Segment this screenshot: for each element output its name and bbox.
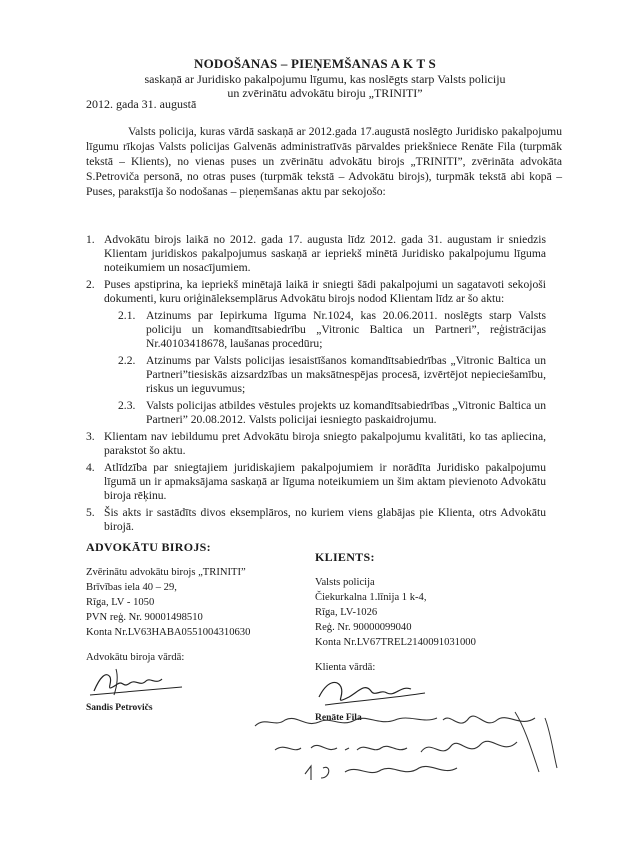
list-item bbox=[86, 430, 546, 458]
list-item bbox=[86, 506, 546, 534]
client-reg-number: Reģ. Nr. 90000099040 bbox=[315, 622, 412, 633]
lawyer-signature-block bbox=[86, 540, 306, 716]
client-account-number: Konta Nr.LV67TREL2140091031000 bbox=[315, 637, 476, 648]
item-text: Šis akts ir sastādīts divos eksemplāros, no kuriem viens glabājas pie Klienta, otrs Advokātu birojā. bbox=[104, 506, 546, 533]
act-items-list bbox=[86, 233, 546, 537]
lawyer-signature-label: Advokātu biroja vārdā: bbox=[86, 652, 185, 663]
list-item bbox=[86, 233, 546, 275]
client-signature-block bbox=[315, 550, 555, 726]
client-signature-label: Klienta vārdā: bbox=[315, 662, 376, 673]
document-title: NODOŠANAS – PIEŅEMŠANAS A K T S bbox=[194, 56, 436, 71]
sublist-item bbox=[104, 354, 546, 396]
item-number: 2. bbox=[86, 278, 95, 291]
handwritten-annotation bbox=[245, 708, 565, 788]
sublist-item bbox=[104, 399, 546, 427]
lawyer-account-number: Konta Nr.LV63HABA0551004310630 bbox=[86, 627, 251, 638]
subitem-text: Atzinums par Valsts policijas iesaistīšanos komandītsabiedrības „Vitronic Baltica un Partneri”tiesiskās aizsardzības un maksātnespējas procesā, izvērtējot nepieciešamību, riskus un ieguvumus; bbox=[146, 354, 546, 395]
document-date: 2012. gada 31. augustā bbox=[86, 97, 197, 111]
lawyer-signer-name: Sandis Petrovičs bbox=[86, 703, 153, 713]
lawyer-vat-number: PVN reģ. Nr. 90001498510 bbox=[86, 612, 203, 623]
item-text: Atlīdzība par sniegtajiem juridiskajiem pakalpojumiem ir norādīta Juridisko pakalpojumu līgumā un ir apmaksājama saskaņā ar līguma noteikumiem un šim aktam pievienoto Advokātu biroja rēķinu. bbox=[104, 461, 546, 502]
lawyer-address-2: Rīga, LV - 1050 bbox=[86, 597, 155, 608]
subtitle-line-1: saskaņā ar Juridisko pakalpojumu līgumu, kas noslēgts starp Valsts policiju bbox=[144, 72, 506, 86]
lawyer-address-1: Brīvības iela 40 – 29, bbox=[86, 582, 177, 593]
item-number: 5. bbox=[86, 506, 95, 519]
subitem-text: Valsts policijas atbildes vēstules projekts uz komandītsabiedrības „Vitronic Baltica un Partneri” 20.08.2012. Valsts policijai iesniegto paskaidrojumu. bbox=[146, 399, 546, 426]
list-item bbox=[86, 278, 546, 427]
client-signer-name: Renāte Fila bbox=[315, 713, 362, 723]
lawyer-handwritten-signature bbox=[86, 665, 206, 699]
item-text: Puses apstiprina, ka iepriekš minētajā laikā ir sniegti šādi pakalpojumi un sagatavoti sekojoši dokumenti, kuru oriģināleksemplārus Advokātu birojs nodod Klientam līdz ar šo aktu: bbox=[104, 278, 546, 305]
subitem-number: 2.1. bbox=[118, 309, 136, 322]
client-heading: KLIENTS: bbox=[315, 550, 375, 564]
lawyer-name: Zvērinātu advokātu birojs „TRINITI” bbox=[86, 567, 246, 578]
subitem-number: 2.2. bbox=[118, 354, 136, 367]
item-text: Klientam nav iebildumu pret Advokātu biroja sniegto pakalpojumu kvalitāti, ko tas apliecina, parakstot šo aktu. bbox=[104, 430, 546, 457]
client-address-1: Čiekurkalna 1.līnija 1 k-4, bbox=[315, 592, 427, 603]
sublist-item bbox=[104, 309, 546, 351]
intro-paragraph: Valsts policija, kuras vārdā saskaņā ar 2012.gada 17.augustā noslēgto Juridisko pakalpojumu līgumu rīkojas Valsts policijas Galvenās administratīvās pārvaldes priekšniece Renāte Fila (turpmāk tekstā – Klients), no vienas puses un zvērinātu advokātu birojs „TRINITI”, zvērināta advokāta S.Petroviča personā, no otras puses (turpmāk tekstā – Advokātu birojs), turpmāk tekstā abi kopā – Puses, parakstīja šo nodošanas – pieņemšanas aktu par sekojošo: bbox=[86, 125, 562, 198]
item-number: 1. bbox=[86, 233, 95, 246]
client-address-2: Rīga, LV-1026 bbox=[315, 607, 378, 618]
item-number: 4. bbox=[86, 461, 95, 474]
item-number: 3. bbox=[86, 430, 95, 443]
list-item bbox=[86, 461, 546, 503]
subitem-number: 2.3. bbox=[118, 399, 136, 412]
subitem-text: Atzinums par Iepirkuma līguma Nr.1024, kas 20.06.2011. noslēgts starp Valsts policiju un komandītsabiedrību „Vitronic Baltica un Partneri”, reģistrācijas Nr.40103418678, laušanas procedūru; bbox=[146, 309, 546, 350]
item-text: Advokātu birojs laikā no 2012. gada 17. augusta līdz 2012. gada 31. augustam ir sniedzis Klientam juridiskos pakalpojumus saskaņā ar iepriekš minētā Juridisko pakalpojumu līguma noteikumiem un nosacījumiem. bbox=[104, 233, 546, 274]
lawyer-heading: ADVOKĀTU BIROJS: bbox=[86, 540, 211, 554]
client-handwritten-signature bbox=[315, 675, 445, 709]
subtitle-line-2: un zvērinātu advokātu biroju „TRINITI” bbox=[227, 86, 423, 100]
document-subtitle bbox=[120, 72, 530, 100]
client-name: Valsts policija bbox=[315, 577, 375, 588]
services-sublist bbox=[104, 309, 546, 427]
